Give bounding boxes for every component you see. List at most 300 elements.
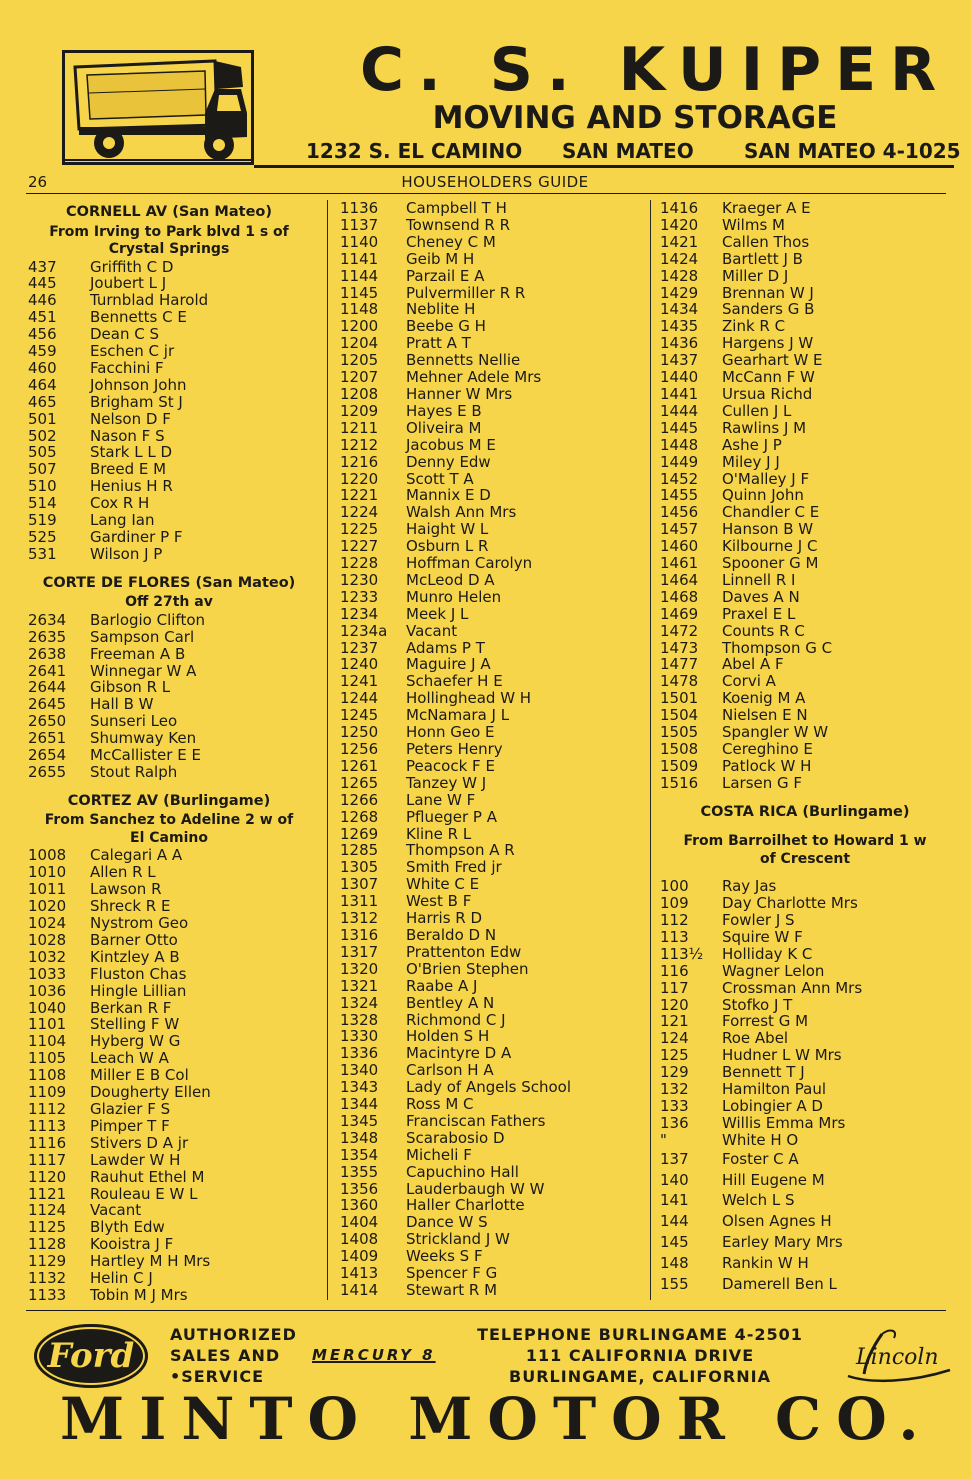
street-description: Crystal Springs (108, 241, 230, 257)
directory-entry (340, 251, 640, 268)
directory-entry (660, 403, 950, 420)
house-number: 1285 (340, 841, 379, 860)
truck-icon (65, 53, 251, 162)
resident-name: Hartley M H Mrs (90, 1252, 211, 1271)
directory-entry (28, 881, 310, 898)
directory-entry (28, 864, 310, 881)
directory-entry (28, 1186, 310, 1203)
house-number: 2634 (28, 610, 67, 629)
kuiper-company-name: C. S. KUIPER (360, 35, 951, 105)
directory-entry (660, 673, 950, 690)
house-number: 514 (28, 494, 57, 513)
directory-entry (340, 1265, 640, 1282)
lincoln-script-text: Lincoln (856, 1345, 939, 1370)
resident-name: Maguire J A (406, 655, 491, 674)
directory-entry (340, 1079, 640, 1096)
house-number: 1356 (340, 1179, 379, 1198)
house-number: 525 (28, 528, 57, 546)
resident-name: Haight W L (406, 520, 489, 539)
directory-entry (28, 411, 310, 428)
directory-entry (660, 1211, 950, 1232)
resident-name: Ursua Richd (722, 384, 813, 403)
house-number: 1036 (28, 981, 67, 1000)
house-number: 1224 (340, 503, 379, 522)
resident-name: Carlson H A (406, 1061, 494, 1080)
resident-list (28, 612, 310, 781)
house-number: 1509 (660, 756, 699, 775)
house-number: 1108 (28, 1066, 67, 1085)
directory-entry (660, 1274, 950, 1295)
resident-name: Praxel E L (722, 604, 796, 623)
resident-name: Lady of Angels School (406, 1078, 572, 1097)
house-number: 1330 (340, 1027, 379, 1046)
directory-entry (340, 369, 640, 386)
directory-entry (340, 1197, 640, 1214)
house-number: 1245 (340, 706, 379, 725)
house-number: 1233 (340, 587, 379, 606)
resident-name: Calegari A A (90, 846, 183, 865)
resident-name: Hanner W Mrs (406, 384, 513, 403)
resident-name: Day Charlotte Mrs (722, 894, 858, 913)
house-number: 1010 (28, 863, 67, 882)
resident-name: Scarabosio D (406, 1128, 505, 1147)
directory-entry (660, 640, 950, 657)
house-number: 1266 (340, 790, 379, 809)
house-number: 1421 (660, 232, 699, 251)
directory-entry (340, 589, 640, 606)
house-number: 1328 (340, 1010, 379, 1029)
house-number: 1413 (340, 1264, 379, 1283)
resident-name: Rawlins J M (722, 418, 807, 437)
directory-entry (660, 471, 950, 488)
house-number: 2635 (28, 627, 67, 646)
directory-entry (340, 1181, 640, 1198)
resident-name: Johnson John (90, 375, 187, 394)
resident-name: White H O (722, 1130, 799, 1149)
directory-entry (28, 275, 310, 292)
house-number: 1028 (28, 930, 67, 949)
house-number: 1344 (340, 1095, 379, 1114)
street-heading: CORNELL AV (San Mateo) (65, 204, 272, 220)
resident-name: Meek J L (406, 604, 469, 623)
resident-name: Neblite H (406, 300, 476, 319)
directory-entry (28, 1084, 310, 1101)
directory-entry (660, 437, 950, 454)
directory-entry (660, 997, 950, 1014)
dealer-services (170, 1324, 300, 1387)
resident-name: Pulvermiller R R (406, 283, 526, 302)
house-number: 1501 (660, 689, 699, 708)
resident-name: Lawder W H (90, 1150, 181, 1169)
house-number: 1230 (340, 570, 379, 589)
resident-name: Facchini F (90, 358, 164, 377)
house-number: 1478 (660, 672, 699, 691)
resident-name: Nystrom Geo (90, 914, 189, 932)
resident-name: Abel A F (722, 655, 784, 674)
resident-name: Raabe A J (406, 976, 478, 995)
directory-entry (28, 713, 310, 730)
house-number: 1324 (340, 993, 379, 1012)
resident-name: Weeks S F (406, 1247, 483, 1266)
house-number: 1311 (340, 892, 379, 911)
running-title: HOUSEHOLDERS GUIDE (401, 173, 589, 191)
resident-name: Brigham St J (90, 392, 183, 411)
resident-name: Pflueger P A (406, 807, 497, 826)
directory-entry (340, 1231, 640, 1248)
house-number: 1116 (28, 1133, 67, 1152)
dealer-line: •SERVICE (170, 1367, 265, 1386)
resident-list (660, 200, 950, 792)
resident-list (340, 200, 640, 1299)
directory-entry (28, 679, 310, 696)
house-number: 125 (660, 1046, 689, 1065)
house-number: 1225 (340, 520, 379, 539)
resident-name: Sampson Carl (90, 627, 195, 646)
ad-top-rule (254, 165, 954, 168)
house-number: 510 (28, 477, 57, 496)
directory-entry (28, 360, 310, 377)
directory-entry (660, 1098, 950, 1115)
house-number: 459 (28, 342, 57, 361)
house-number: 1212 (340, 435, 379, 454)
directory-entry (28, 326, 310, 343)
directory-entry (660, 454, 950, 471)
directory-entry (28, 949, 310, 966)
directory-entry (340, 437, 640, 454)
house-number: 2638 (28, 644, 67, 663)
directory-entry (660, 268, 950, 285)
house-number: 465 (28, 392, 57, 411)
directory-entry (660, 200, 950, 217)
directory-entry (28, 1253, 310, 1270)
column-divider (650, 200, 651, 1300)
directory-entry (340, 386, 640, 403)
directory-entry (340, 1062, 640, 1079)
house-number: 100 (660, 877, 689, 896)
directory-entry (28, 1101, 310, 1118)
house-number: 2641 (28, 661, 67, 680)
house-number: 1032 (28, 947, 67, 966)
house-number: 140 (660, 1170, 689, 1189)
house-number: 121 (660, 1012, 689, 1031)
house-number: 1436 (660, 334, 699, 353)
house-number: 501 (28, 409, 57, 428)
resident-name: Sunseri Leo (90, 712, 178, 731)
resident-name: Kline R L (406, 824, 472, 843)
directory-entry (28, 512, 310, 529)
resident-name: Fowler J S (722, 911, 795, 930)
header-rule (26, 193, 946, 194)
directory-entry (340, 1028, 640, 1045)
house-number: 132 (660, 1080, 689, 1099)
house-number: 133 (660, 1097, 689, 1115)
house-number: 1504 (660, 706, 699, 725)
kuiper-tagline: MOVING AND STORAGE (432, 100, 838, 136)
directory-entry (340, 318, 640, 335)
street-description: From Irving to Park blvd 1 s of (49, 223, 289, 240)
resident-name: Hyberg W G (90, 1032, 181, 1051)
directory-entry (340, 606, 640, 623)
house-number: 1448 (660, 435, 699, 454)
directory-entry (660, 1170, 950, 1191)
directory-entry (660, 623, 950, 640)
house-number: 113 (660, 927, 689, 946)
directory-entry (28, 764, 310, 781)
directory-entry (340, 1248, 640, 1265)
directory-entry (28, 966, 310, 983)
resident-name: Richmond C J (406, 1010, 506, 1029)
house-number: 1205 (340, 351, 379, 370)
house-number: 1216 (340, 452, 379, 471)
directory-entry (340, 741, 640, 758)
house-number: 141 (660, 1191, 689, 1210)
directory-entry (28, 646, 310, 663)
resident-name: Allen R L (90, 863, 156, 882)
directory-entry (28, 898, 310, 915)
house-number: 531 (28, 544, 57, 563)
directory-entry (660, 589, 950, 606)
directory-entry (28, 1118, 310, 1135)
house-number: 1250 (340, 723, 379, 742)
house-number: 1343 (340, 1078, 379, 1097)
resident-name: Berkan R F (90, 998, 172, 1017)
street-description: Off 27th av (125, 594, 213, 611)
resident-name: Rauhut Ethel M (90, 1167, 205, 1186)
directory-column-2 (340, 200, 640, 1299)
resident-list (660, 1149, 950, 1295)
column-divider (327, 200, 328, 1300)
resident-name: McLeod D A (406, 570, 495, 589)
resident-name: McCann F W (722, 368, 815, 387)
house-number: 1508 (660, 740, 699, 758)
directory-entry (340, 487, 640, 504)
directory-entry (660, 878, 950, 895)
house-number: 1132 (28, 1269, 67, 1288)
resident-name: Walsh Ann Mrs (406, 503, 517, 522)
resident-name: Osburn L R (406, 537, 489, 556)
directory-entry (340, 927, 640, 944)
house-number: 1355 (340, 1162, 379, 1181)
spacer (660, 823, 950, 833)
house-number: 155 (660, 1274, 689, 1293)
house-number: 1348 (340, 1128, 379, 1147)
directory-entry (28, 546, 310, 563)
house-number: 1120 (28, 1167, 67, 1186)
resident-name: Strickland J W (406, 1230, 510, 1249)
directory-entry (660, 1064, 950, 1081)
directory-entry (340, 826, 640, 843)
house-number: 1440 (660, 368, 699, 387)
resident-name: Roe Abel (722, 1029, 789, 1048)
directory-entry (340, 268, 640, 285)
house-number: 446 (28, 291, 57, 310)
house-number: 1409 (340, 1247, 379, 1266)
directory-entry (660, 741, 950, 758)
house-number: 1237 (340, 638, 379, 657)
resident-name: Scott T A (406, 469, 474, 488)
house-number: 1211 (340, 418, 379, 437)
house-number: 1101 (28, 1015, 67, 1034)
resident-name: Parzail E A (406, 266, 485, 285)
resident-name: Haller Charlotte (406, 1196, 525, 1215)
resident-name: Miley J J (722, 452, 780, 471)
moving-truck-illustration (62, 50, 254, 165)
directory-entry (660, 1047, 950, 1064)
street-description: From Barroilhet to Howard 1 w (683, 833, 927, 850)
directory-entry (340, 1282, 640, 1299)
house-number: 505 (28, 443, 57, 462)
house-number: 1269 (340, 824, 379, 843)
resident-name: Bennett T J (722, 1063, 805, 1082)
directory-entry (340, 995, 640, 1012)
house-number: 1240 (340, 655, 379, 674)
directory-entry (340, 809, 640, 826)
resident-name: Hayes E B (406, 401, 482, 420)
house-number: 1208 (340, 384, 379, 403)
house-number: 1256 (340, 740, 379, 758)
resident-name: Hanson B W (722, 520, 814, 539)
dealer-line: SALES AND (170, 1346, 281, 1365)
house-number: 1228 (340, 554, 379, 573)
resident-name: Hargens J W (722, 334, 814, 353)
directory-entry (660, 521, 950, 538)
house-number: 1434 (660, 300, 699, 319)
house-number: 1104 (28, 1032, 67, 1051)
resident-name: Mehner Adele Mrs (406, 368, 542, 387)
directory-entry (660, 946, 950, 963)
ford-logo: Ford (34, 1324, 148, 1388)
house-number: 1444 (660, 401, 699, 420)
resident-name: Kooistra J F (90, 1235, 174, 1254)
directory-entry (340, 403, 640, 420)
resident-name: Turnblad Harold (90, 291, 209, 310)
house-number: " (660, 1130, 667, 1149)
house-number: 1307 (340, 875, 379, 894)
resident-name: Earley Mary Mrs (722, 1232, 843, 1251)
directory-entry (340, 301, 640, 318)
house-number: 1220 (340, 469, 379, 488)
resident-name: Bennetts C E (90, 308, 187, 327)
street-description: of Crescent (759, 850, 851, 867)
directory-entry (28, 1219, 310, 1236)
resident-name: Foster C A (722, 1149, 799, 1168)
directory-entry (660, 963, 950, 980)
kuiper-advertisement (0, 0, 971, 170)
directory-entry (660, 980, 950, 997)
house-number: 1265 (340, 773, 379, 792)
directory-entry (660, 1149, 950, 1170)
directory-entry (660, 775, 950, 792)
directory-entry (340, 1012, 640, 1029)
directory-entry (28, 696, 310, 713)
resident-list (28, 847, 310, 1303)
house-number: 1428 (660, 266, 699, 285)
house-number: 1424 (660, 249, 699, 268)
directory-entry (28, 461, 310, 478)
directory-entry (28, 1236, 310, 1253)
house-number: 1112 (28, 1099, 67, 1118)
directory-entry (660, 1013, 950, 1030)
directory-entry (28, 1016, 310, 1033)
dealer-line: AUTHORIZED (170, 1325, 297, 1344)
house-number: 1437 (660, 351, 699, 370)
resident-name: Hingle Lillian (90, 981, 187, 1000)
resident-name: Smith Fred jr (406, 858, 502, 877)
resident-name: Freeman A B (90, 644, 186, 663)
resident-name: Spooner G M (722, 554, 819, 573)
directory-entry (660, 217, 950, 234)
resident-name: Damerell Ben L (722, 1274, 837, 1293)
house-number: 145 (660, 1232, 689, 1251)
resident-name: Shreck R E (90, 897, 171, 916)
directory-entry (28, 932, 310, 949)
directory-entry (660, 929, 950, 946)
directory-entry (28, 259, 310, 276)
directory-entry (660, 420, 950, 437)
directory-entry (340, 859, 640, 876)
directory-entry (660, 234, 950, 251)
resident-name: Callen Thos (722, 232, 810, 251)
house-number: 1129 (28, 1252, 67, 1271)
directory-entry (660, 504, 950, 521)
directory-entry (340, 555, 640, 572)
house-number: 1121 (28, 1184, 67, 1203)
house-number: 507 (28, 460, 57, 479)
directory-entry (660, 487, 950, 504)
house-number: 1441 (660, 384, 699, 403)
directory-entry (28, 1169, 310, 1186)
resident-name: Squire W F (722, 927, 803, 946)
house-number: 1207 (340, 368, 379, 387)
resident-name: Blyth Edw (90, 1218, 165, 1237)
directory-entry (28, 1033, 310, 1050)
resident-name: Jacobus M E (406, 435, 496, 454)
house-number: 1204 (340, 334, 379, 353)
resident-name: Dance W S (406, 1213, 488, 1232)
house-number: 2651 (28, 729, 67, 748)
resident-name: Counts R C (722, 621, 805, 640)
resident-name: Sanders G B (722, 300, 815, 319)
resident-name: Forrest G M (722, 1012, 809, 1031)
resident-name: Wagner Lelon (722, 961, 825, 980)
directory-entry (340, 876, 640, 893)
street-heading: CORTE DE FLORES (San Mateo) (42, 574, 296, 591)
directory-entry (340, 1130, 640, 1147)
street-description: From Sanchez to Adeline 2 w of (44, 812, 294, 829)
resident-name: Pimper T F (90, 1116, 170, 1135)
house-number: 120 (660, 995, 689, 1014)
directory-entry (28, 343, 310, 360)
house-number: 464 (28, 375, 57, 394)
directory-entry (28, 1202, 310, 1219)
directory-entry (340, 961, 640, 978)
resident-name: Welch L S (722, 1191, 795, 1210)
directory-entry (340, 521, 640, 538)
directory-entry (340, 1214, 640, 1231)
house-number: 1234a (340, 621, 388, 640)
resident-list (660, 878, 950, 1149)
resident-name: Prattenton Edw (406, 942, 522, 961)
dealer-contact (470, 1324, 810, 1387)
resident-name: Stout Ralph (90, 762, 178, 781)
house-number: 112 (660, 911, 689, 930)
resident-name: Patlock W H (722, 756, 812, 775)
house-number: 1011 (28, 880, 67, 899)
directory-entry (660, 1190, 950, 1211)
resident-name: Koenig M A (722, 689, 806, 708)
resident-name: Henius H R (90, 477, 173, 496)
directory-entry (340, 707, 640, 724)
